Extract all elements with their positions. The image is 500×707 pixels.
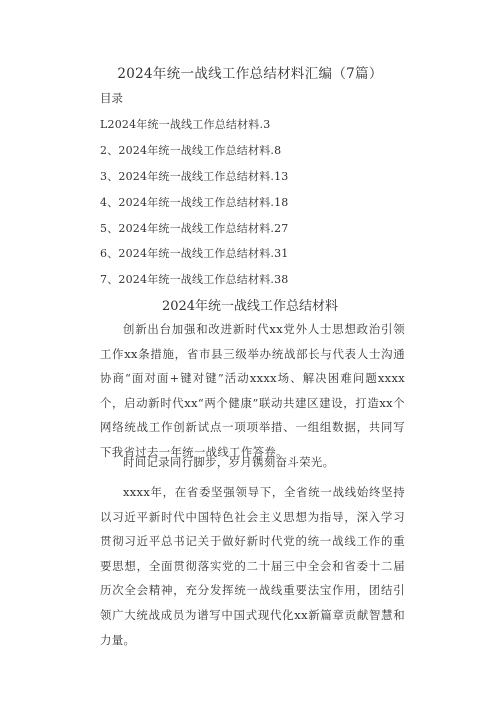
toc-item[interactable]: 6、2024年统一战线工作总结材料.31 bbox=[100, 247, 289, 261]
body-paragraph: xxxx年，在省委坚强领导下，全省统一战线始终坚持以习近平新时代中国特色社会主义思想为指导，深入学习贯彻习近平总书记关于做好新时代党的统一战线工作的重要思想，全面贯彻落实党的二十届三中全会和省委十二届历次全会精神，充分发挥统一战线重要法宝作用，团结引领广大统战成员为谱写中国式现代化xx新篇章贡献智慧和力量。 bbox=[100, 485, 405, 647]
table-of-contents bbox=[100, 116, 289, 297]
toc-item[interactable]: L2024年统一战线工作总结材料.3 bbox=[100, 118, 271, 131]
toc-item[interactable]: 3、2024年统一战线工作总结材料.13 bbox=[100, 169, 289, 183]
toc-heading: 目录 bbox=[100, 91, 123, 105]
toc-item[interactable]: 2、2024年统一战线工作总结材料.8 bbox=[100, 143, 282, 157]
toc-item[interactable]: 5、2024年统一战线工作总结材料.27 bbox=[100, 221, 289, 235]
toc-item[interactable]: 4、2024年统一战线工作总结材料.18 bbox=[100, 195, 289, 209]
section-title: 2024年统一战线工作总结材料 bbox=[161, 299, 339, 314]
body-paragraph: 时间记录同行脚步，岁月镌刻奋斗荣光。 bbox=[123, 455, 335, 469]
toc-item[interactable]: 7、2024年统一战线工作总结材料.38 bbox=[100, 273, 289, 287]
document-title: 2024年统一战线工作总结材料汇编（7篇） bbox=[117, 66, 383, 82]
body-paragraph: 创新出台加强和改进新时代xx党外人士思想政治引领工作xx条措施，省市县三级举办统战部长与代表人士沟通协商“面对面+键对键”活动xxxx场、解决困难问题xxxx个，启动新时代xx“两个健康”联动共建区建设，打造xx个网络统战工作创新试点一项项举措、一组组数据，共同写下我省过去一年统一战线工作答卷。 bbox=[100, 322, 405, 459]
